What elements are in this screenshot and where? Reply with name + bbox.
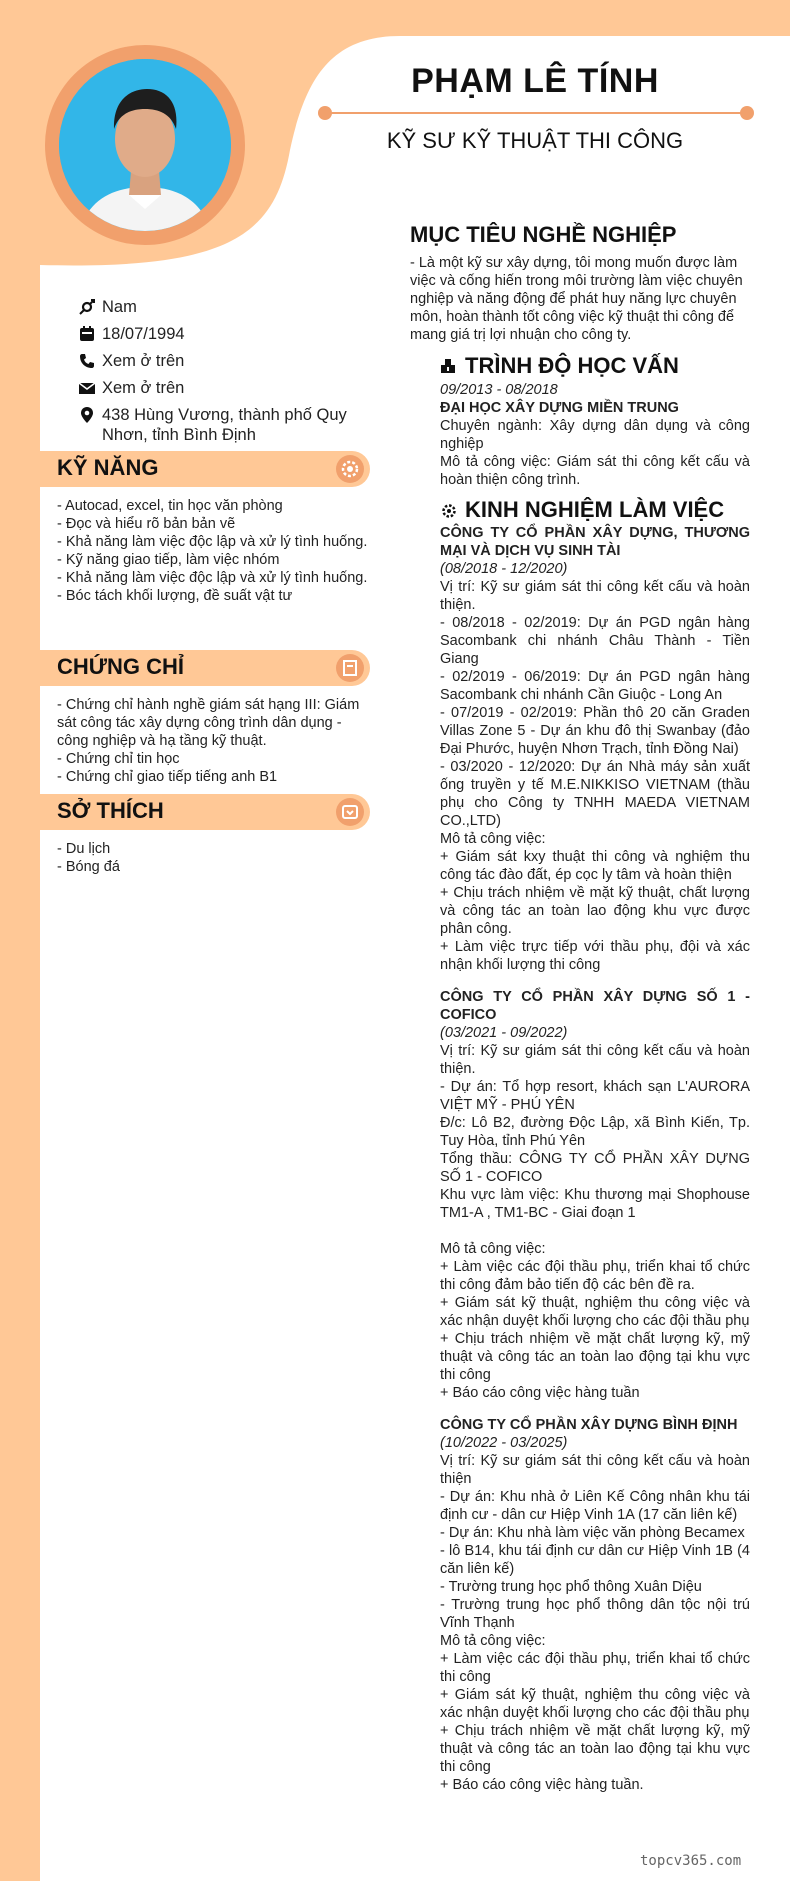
phone-icon [78, 352, 96, 370]
company-name: CÔNG TY CỔ PHẦN XÂY DỰNG, THƯƠNG MẠI VÀ DỊCH VỤ SINH TÀI [440, 525, 750, 559]
job-line: Vị trí: Kỹ sư giám sát thi công kết cấu và hoàn thiện. [440, 579, 750, 613]
objective-heading: MỤC TIÊU NGHỀ NGHIỆP [410, 222, 677, 247]
job-line: Khu vực làm việc: Khu thương mại Shophouse TM1-A , TM1-BC - Giai đoạn 1 [440, 1187, 750, 1221]
job-line: Mô tả công việc: [440, 1633, 546, 1649]
job-line: + Làm việc trực tiếp với thầu phụ, đội và xác nhận khối lượng thi công [440, 939, 750, 973]
job-line: + Giám sát kxy thuật thi công và nghiệm thu công tác đào đất, ép cọc ly tâm và hoàn thiện [440, 849, 750, 883]
job-line: + Báo cáo công việc hàng tuần [440, 1385, 640, 1401]
job-line: + Chịu trách nhiệm về mặt kỹ thuật, chất lượng và công tác an toàn lao động khu vực được phân công. [440, 885, 750, 937]
skills-list [57, 497, 370, 605]
list-item: - Khả năng làm việc độc lập và xử lý tình huống. [57, 570, 368, 586]
job-period: (08/2018 - 12/2020) [440, 561, 568, 577]
job-line: - Dự án: Khu nhà ở Liên Kế Công nhân khu tái định cư - dân cư Hiệp Vinh 1A (17 căn liên kế) [440, 1489, 750, 1523]
certificates-list [57, 696, 370, 786]
divider-dot-left [318, 106, 332, 120]
job-line: - 02/2019 - 06/2019: Dự án PGD ngân hàng Sacombank chi nhánh Cần Giuộc - Long An [440, 669, 750, 703]
experience-heading: KINH NGHIỆM LÀM VIỆC [465, 497, 725, 522]
job-line: - Dự án: Khu nhà làm việc văn phòng Becamex [440, 1525, 745, 1541]
job-line: + Giám sát kỹ thuật, nghiệm thu công việc và xác nhận duyệt khối lượng cho các đội thầu phụ [440, 1295, 750, 1329]
job-line: + Giám sát kỹ thuật, nghiệm thu công việc và xác nhận duyệt khối lượng cho các đội thầu phụ [440, 1687, 750, 1721]
job-title: KỸ SƯ KỸ THUẬT THI CÔNG [386, 128, 684, 153]
education-description: Mô tả công việc: Giám sát thi công kết cấu và hoàn thiện công trình. [440, 454, 750, 488]
job-line: Đ/c: Lô B2, đường Độc Lập, xã Bình Kiến, Tp. Tuy Hòa, tỉnh Phú Yên [440, 1115, 750, 1149]
list-item: - Chứng chỉ tin học [57, 751, 180, 767]
education-major: Chuyên ngành: Xây dựng dân dụng và công nghiệp [440, 418, 750, 452]
job-line: - 07/2019 - 02/2019: Phần thô 20 căn Graden Villas Zone 5 - Dự án khu đô thị Swanbay (đảo Đại Phước, huyện Nhơn Trạch, tỉnh Đồng Nai) [440, 705, 750, 757]
objective-text: - Là một kỹ sư xây dựng, tôi mong muốn được làm việc và cống hiến trong môi trường làm việc chuyên nghiệp và năng động để phát huy năng lực chuyên môn, hoàn thành tốt công việc kỹ thuật thi công để mang giá trị lợi nhuận cho công ty. [410, 255, 743, 343]
job-line: + Làm việc các đội thầu phụ, triển khai tổ chức thi công [440, 1651, 750, 1685]
certificates-header: CHỨNG CHỈ [40, 650, 370, 686]
education-icon [440, 358, 456, 374]
list-item: - Đọc và hiểu rõ bản bản vẽ [57, 516, 236, 532]
gender-icon [78, 298, 96, 316]
job-period: (10/2022 - 03/2025) [440, 1435, 568, 1451]
hobbies-header: SỞ THÍCH [40, 794, 370, 830]
hobby-icon [336, 798, 364, 826]
job-line: Tổng thầu: CÔNG TY CỔ PHẦN XÂY DỰNG SỐ 1 - COFICO [440, 1151, 750, 1185]
list-item: - Bóng đá [57, 859, 120, 875]
job-period: (03/2021 - 09/2022) [440, 1025, 568, 1041]
job-line: - lô B14, khu tái định cư dân cư Hiệp Vinh 1B (4 căn liên kế) [440, 1543, 750, 1577]
job-line: + Báo cáo công việc hàng tuần. [440, 1777, 644, 1793]
candidate-name: PHẠM LÊ TÍNH [411, 62, 659, 100]
experience-icon [440, 502, 458, 520]
list-item: - Chứng chỉ hành nghề giám sát hạng III: Giám sát công tác xây dựng công trình dân dụng - công nghiệp và hạ tầng kỹ thuật. [57, 697, 360, 749]
certificate-icon [336, 654, 364, 682]
list-item: - Du lịch [57, 841, 111, 857]
experience-job-2 [440, 988, 750, 1402]
job-line: Mô tả công việc: [440, 831, 546, 847]
job-line: Mô tả công việc: [440, 1241, 546, 1257]
company-name: CÔNG TY CỔ PHẦN XÂY DỰNG SỐ 1 - COFICO [440, 989, 750, 1023]
job-line: - Trường trung học phổ thông Xuân Diệu [440, 1579, 702, 1595]
job-line: Vị trí: Kỹ sư giám sát thi công kết cấu và hoàn thiện [440, 1453, 750, 1487]
gear-icon [336, 455, 364, 483]
divider-dot-right [740, 106, 754, 120]
title-divider [330, 112, 742, 114]
location-icon [78, 406, 96, 424]
list-item: - Autocad, excel, tin học văn phòng [57, 498, 283, 514]
hobbies-list [57, 840, 370, 876]
list-item: - Bóc tách khối lượng, đề suất vật tư [57, 588, 293, 604]
avatar [59, 59, 231, 231]
job-line: - 08/2018 - 02/2019: Dự án PGD ngân hàng Sacombank chi nhánh Châu Thành - Tiền Giang [440, 615, 750, 667]
experience-job-3 [440, 1416, 750, 1794]
job-line: + Làm việc các đội thầu phụ, triển khai tổ chức thi công đảm bảo tiến độ các bên đề ra. [440, 1259, 750, 1293]
list-item: - Khả năng làm việc độc lập và xử lý tình huống. [57, 534, 368, 550]
education-heading: TRÌNH ĐỘ HỌC VẤN [465, 353, 679, 378]
experience-job-1 [440, 524, 750, 974]
company-name: CÔNG TY CỔ PHẦN XÂY DỰNG BÌNH ĐỊNH [440, 1417, 738, 1433]
calendar-icon [78, 325, 96, 343]
job-line [440, 1222, 750, 1240]
education-school: ĐẠI HỌC XÂY DỰNG MIỀN TRUNG [440, 400, 679, 416]
education-period: 09/2013 - 08/2018 [440, 382, 558, 398]
list-item: - Kỹ năng giao tiếp, làm việc nhóm [57, 552, 280, 568]
job-line: - Dự án: Tổ hợp resort, khách sạn L'AURORA VIỆT MỸ - PHÚ YÊN [440, 1079, 750, 1113]
footer-watermark: topcv365.com [640, 1853, 742, 1869]
job-line: + Chịu trách nhiệm về mặt chất lượng kỹ, mỹ thuật và công tác an toàn lao động tại khu vực thi công [440, 1331, 750, 1383]
job-line: - Trường trung học phổ thông dân tộc nội trú Vĩnh Thạnh [440, 1597, 750, 1631]
job-line: - 03/2020 - 12/2020: Dự án Nhà máy sản xuất ống truyền y tế M.E.NIKKISO VIETNAM (thầu phụ cho Công ty TNHH MAEDA VIETNAM CO.,LTD) [440, 759, 750, 829]
skills-header: KỸ NĂNG [40, 451, 370, 487]
job-line: Vị trí: Kỹ sư giám sát thi công kết cấu và hoàn thiện. [440, 1043, 750, 1077]
job-line: + Chịu trách nhiệm về mặt chất lượng kỹ, mỹ thuật và công tác an toàn lao động tại khu vực thi công [440, 1723, 750, 1775]
mail-icon [78, 379, 96, 397]
list-item: - Chứng chỉ giao tiếp tiếng anh B1 [57, 769, 278, 785]
